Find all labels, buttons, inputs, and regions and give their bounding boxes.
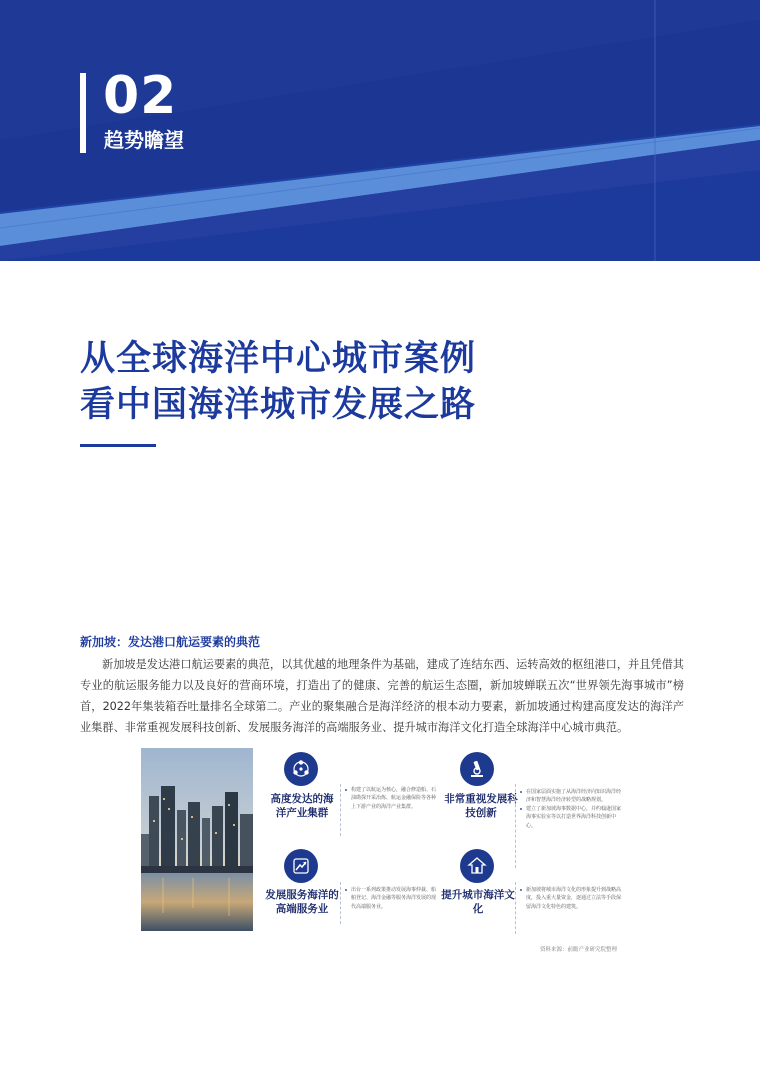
quadrant-3-item-1: 出台一系列政策推动发展海事仲裁、船舶登记、海洋金融等服务海洋发展的现代高端服务业。 — [344, 886, 438, 911]
quadrant-1-item-1: 构建了以航运为核心，融合修造船、石油勘探开采冶炼、航运金融保险等各种上下游产业的海洋产业集群。 — [344, 786, 436, 811]
network-icon — [284, 752, 318, 786]
figure-source: 资料来源：前瞻产业研究院整理 — [539, 947, 617, 953]
chapter-title: 趋势瞻望 — [104, 128, 184, 152]
quadrant-1-divider — [340, 784, 341, 836]
title-underline — [80, 444, 156, 447]
chart-growth-icon — [284, 849, 318, 883]
quadrant-4-item-1: 新加坡将城市海洋文化的形象提升到战略高度，投入重大量资金，逐通过立法等手段保留海洋文化特色的建筑。 — [519, 886, 623, 911]
page-title — [80, 336, 476, 428]
quadrant-4-title: 提升城市海洋文化 — [441, 889, 515, 915]
section-paragraph: 新加坡是发达港口航运要素的典范，以其优越的地理条件为基础，建成了连结东西、运转高效的枢纽港口，并且凭借其专业的航运服务能力以及良好的营商环境，打造出了的健康、完善的航运生态圈，新加坡蝉联五次“世界领先海事城市”榜首，2022年集装箱吞吐量排名全球第二。产业的聚集融合是海洋经济的根本动力要素，新加坡通过构建高度发达的海洋产业集群、非常重视发展科技创新、发展服务海洋的高端服务业、提升城市海洋文化打造全球海洋中心城市典范。 — [80, 658, 684, 734]
quadrant-4-text — [519, 886, 623, 911]
house-culture-icon — [460, 849, 494, 883]
quadrant-2-item-1: 在国家层面实施了从海洋经济向知识海洋经济和智慧海洋经济转型的战略规划。 — [519, 788, 623, 805]
quadrant-2-item-2: 建立了新加坡海事数据中心，并约翰逊国家海事实验室等以打造世界海洋科技创新中心。 — [519, 805, 623, 830]
chapter-number: 02 — [103, 66, 178, 126]
chapter-accent-bar — [80, 73, 86, 153]
quadrant-3-title: 发展服务海洋的高端服务业 — [265, 889, 339, 915]
quadrant-3-divider — [340, 882, 341, 924]
quadrant-2-divider — [515, 784, 516, 868]
quadrant-2-text — [519, 788, 623, 830]
quadrant-2-title: 非常重视发展科技创新 — [444, 793, 518, 819]
page-title-line2: 看中国海洋城市发展之路 — [80, 385, 477, 425]
microscope-icon — [460, 752, 494, 786]
quadrant-4-divider — [515, 882, 516, 934]
section-heading: 新加坡：发达港口航运要素的典范 — [80, 635, 261, 649]
singapore-infographic — [141, 748, 629, 954]
quadrant-1-text — [344, 786, 436, 811]
quadrant-1-title: 高度发达的海洋产业集群 — [270, 793, 334, 819]
singapore-skyline-photo — [141, 748, 253, 931]
header-banner — [0, 0, 760, 261]
quadrant-3-text — [344, 886, 438, 911]
page-title-line1: 从全球海洋中心城市案例 — [80, 339, 477, 379]
